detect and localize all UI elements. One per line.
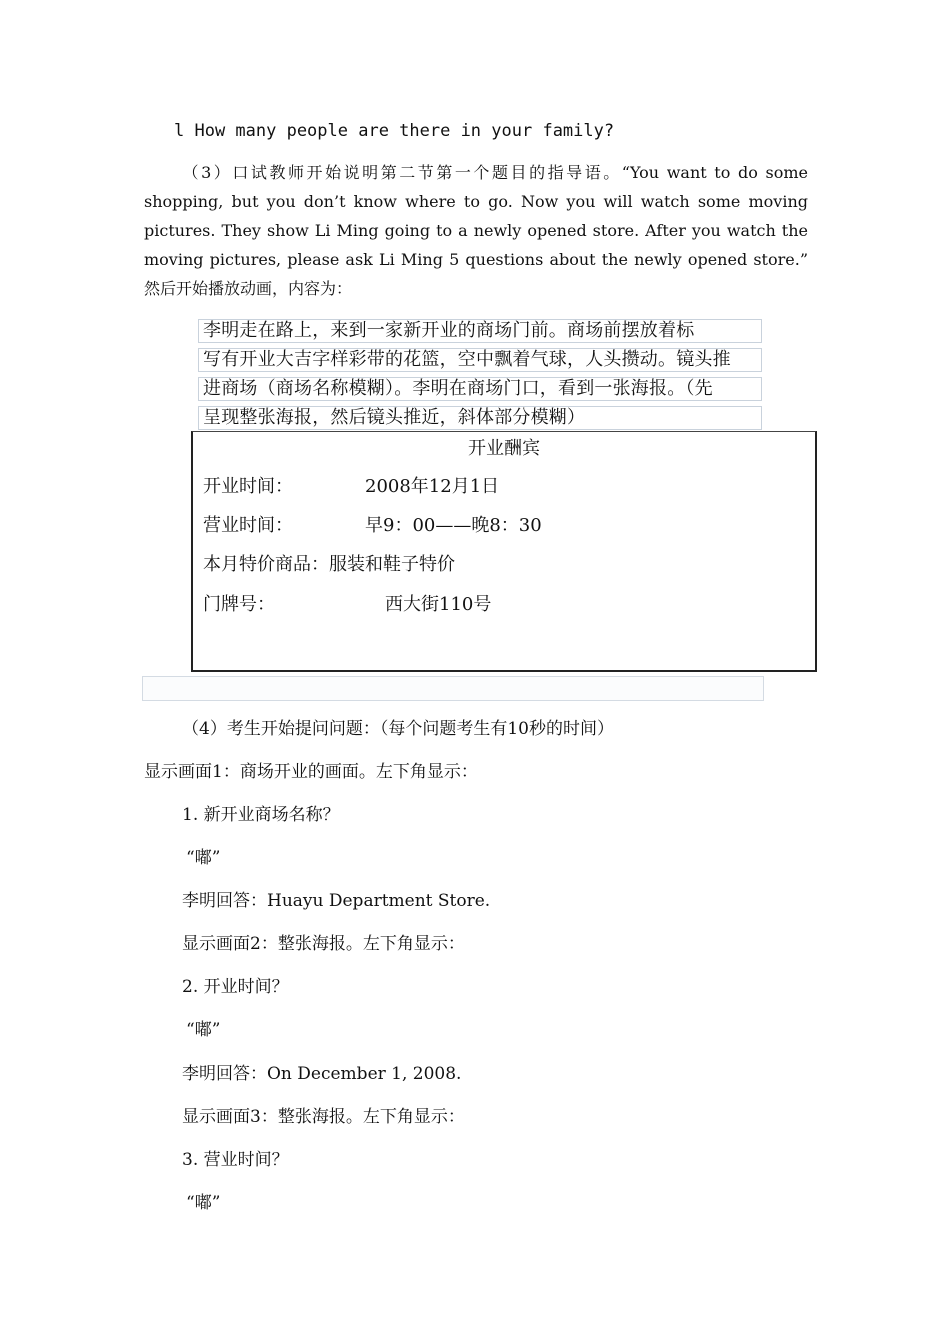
beep-3: “嘟” — [186, 1193, 221, 1213]
scene-line: 李明走在路上，来到一家新开业的商场门前。商场前摆放着标 — [198, 319, 762, 343]
poster-value-address: 西大街110号 — [385, 594, 492, 615]
screen3-line: 显示画面3：整张海报。左下角显示： — [182, 1107, 465, 1127]
beep-1: “嘟” — [186, 848, 221, 868]
poster-label-open-date: 开业时间： — [203, 476, 293, 497]
empty-table-row — [142, 676, 764, 701]
scene-line: 进商场（商场名称模糊）。李明在商场门口，看到一张海报。（先 — [198, 377, 762, 401]
poster-label-address: 门牌号： — [203, 594, 275, 615]
scene-line: 呈现整张海报，然后镜头推近，斜体部分模糊） — [198, 406, 762, 430]
question-line: l How many people are there in your family? — [174, 121, 615, 141]
scene-line: 写有开业大吉字样彩带的花篮，空中飘着气球，人头攒动。镜头推 — [198, 348, 762, 372]
beep-2: “嘟” — [186, 1020, 221, 1040]
poster-label-hours: 营业时间： — [203, 515, 293, 536]
screen1-line: 显示画面1：商场开业的画面。左下角显示： — [144, 762, 478, 782]
question-1: 1. 新开业商场名称？ — [182, 805, 340, 825]
answer-2: 李明回答：On December 1, 2008. — [182, 1064, 462, 1084]
step3-paragraph — [144, 158, 808, 303]
screen2-line: 显示画面2：整张海报。左下角显示： — [182, 934, 465, 954]
poster-title: 开业酬宾 — [468, 438, 540, 459]
question-3: 3. 营业时间？ — [182, 1150, 289, 1170]
step3-text: （3）口试教师开始说明第二节第一个题目的指导语。“You want to do some shopping, but you don’t know where to go. Now you will watch some moving pictures. They show Li Ming going to a newly opened store. After you watch the moving pictures, please ask Li Ming 5 questions about the newly opened store.” 然后开始播放动画，内容为： — [144, 163, 808, 298]
question-2: 2. 开业时间？ — [182, 977, 289, 997]
poster-label-specials: 本月特价商品：服装和鞋子特价 — [203, 554, 455, 575]
poster-value-hours: 早9：00——晚8：30 — [365, 515, 542, 536]
step4-line: （4）考生开始提问问题：（每个问题考生有10秒的时间） — [182, 719, 614, 739]
poster-value-open-date: 2008年12月1日 — [365, 476, 500, 497]
poster-box — [191, 431, 817, 672]
answer-1: 李明回答：Huayu Department Store. — [182, 891, 491, 911]
